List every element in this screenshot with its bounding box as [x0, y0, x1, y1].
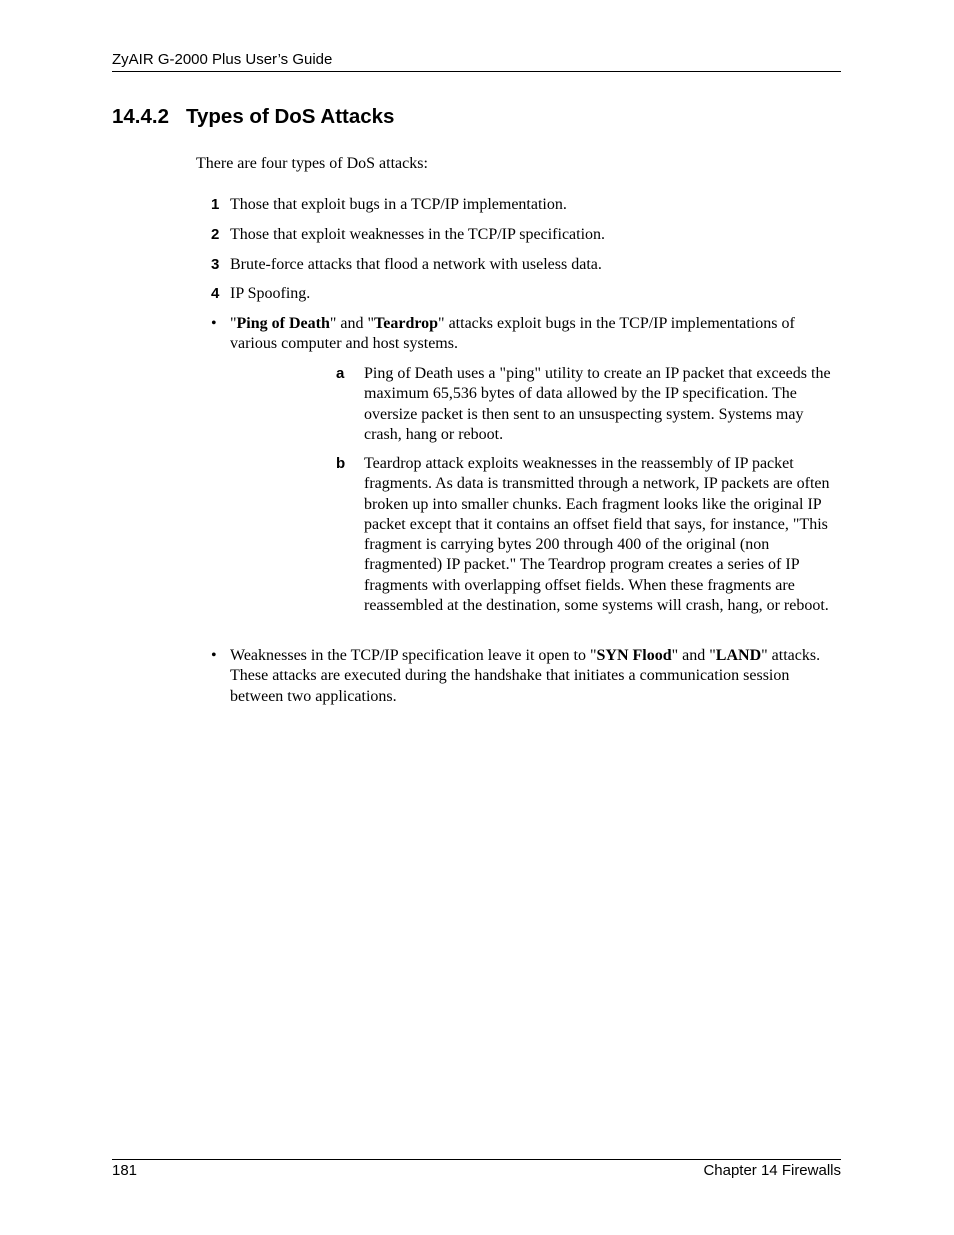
section-title-text: Types of DoS Attacks: [186, 105, 395, 128]
header-divider: [112, 71, 841, 72]
item-text: Brute-force attacks that flood a network with useless data.: [230, 256, 602, 273]
bold-term: SYN Flood: [596, 647, 672, 664]
item-number: 1: [211, 196, 220, 213]
item-text: Those that exploit weaknesses in the TCP/IP specification.: [230, 226, 606, 243]
item-text: IP Spoofing.: [230, 285, 311, 302]
bold-term: LAND: [715, 647, 762, 664]
text-run: " attacks exploit bugs in the TCP/IP implementations of various computer and host systems.: [230, 315, 795, 353]
chapter-label: Chapter 14 Firewalls: [703, 1162, 841, 1179]
text-run: " and ": [671, 647, 716, 664]
bullet-text: [230, 646, 841, 707]
sub-item-text: Ping of Death uses a "ping" utility to create an IP packet that exceeds the maximum 65,536 bytes of data allowed by the IP specification. The oversize packet is then sent to an unsuspecting system. Systems may crash, hang or reboot.: [364, 365, 831, 443]
text-run: " and ": [329, 315, 375, 332]
text-run: " attacks. These attacks are executed during the handshake that initiates a communication session between two applications.: [230, 647, 821, 705]
item-number: 4: [211, 285, 220, 302]
footer-divider: [112, 1159, 841, 1160]
section-heading: [112, 105, 394, 129]
item-number: 2: [211, 226, 220, 243]
sub-item-letter: a: [336, 365, 345, 382]
page-number: 181: [112, 1162, 138, 1179]
item-number: 3: [211, 256, 220, 273]
intro-paragraph: There are four types of DoS attacks:: [196, 155, 428, 172]
section-number: 14.4.2: [112, 105, 169, 128]
bold-term: Ping of Death: [236, 315, 330, 332]
bullet-dot: •: [211, 315, 217, 332]
item-text: Those that exploit bugs in a TCP/IP implementation.: [230, 196, 567, 213]
sub-item-text: Teardrop attack exploits weaknesses in the reassembly of IP packet fragments. As data is transmitted through a network, IP packets are often broken up into smaller chunks. Each fragment looks like the original IP packet except that it contains an offset field that says, for instance, "This fragment is carrying bytes 200 through 400 of the original (non fragmented) IP packet." The Teardrop program creates a series of IP fragments with overlapping offset fields. When these fragments are reassembled at the destination, some systems will crash, hang, or reboot.: [364, 455, 830, 615]
bullet-dot: •: [211, 647, 217, 664]
text-run: Weaknesses in the TCP/IP specification leave it open to ": [230, 647, 597, 664]
text-run: ": [230, 315, 237, 332]
bold-term: Teardrop: [374, 315, 439, 332]
running-header: ZyAIR G-2000 Plus User’s Guide: [112, 51, 333, 68]
sub-item-letter: b: [336, 455, 346, 472]
bullet-text: [230, 314, 841, 355]
